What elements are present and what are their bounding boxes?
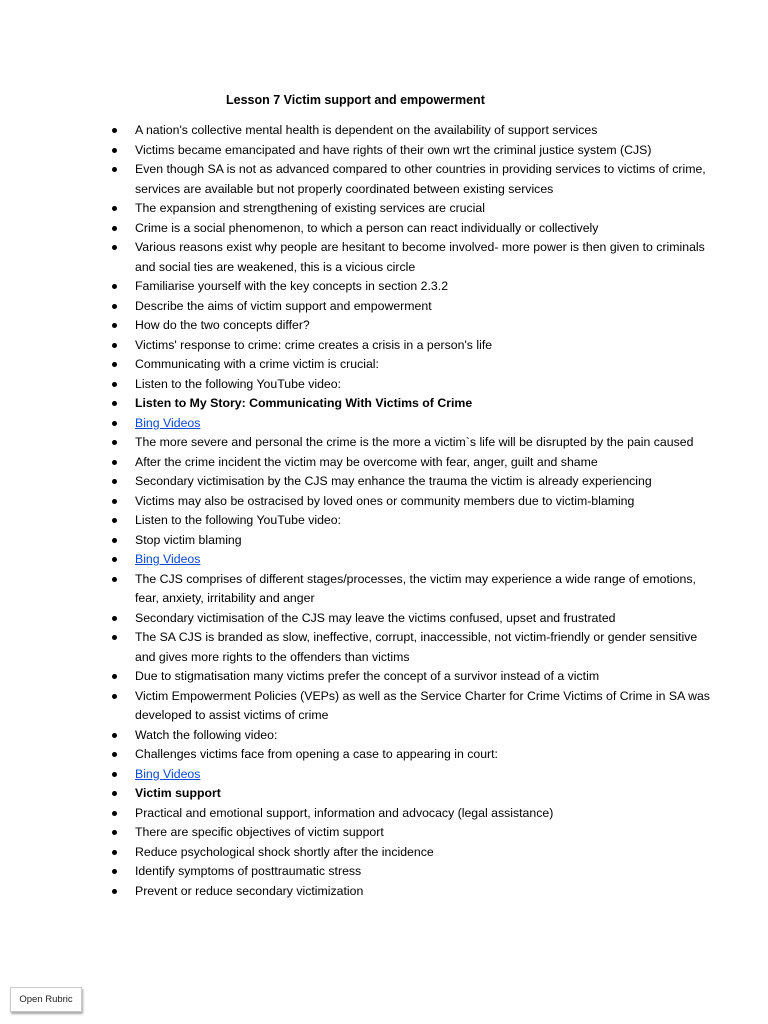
list-item-text: Watch the following video: <box>135 727 278 742</box>
list-item <box>112 472 712 492</box>
bullet-icon <box>112 616 117 621</box>
list-item <box>112 160 712 199</box>
bullet-icon <box>112 577 117 582</box>
bing-videos-link[interactable]: Bing Videos <box>135 766 201 781</box>
list-item-text: Listen to the following YouTube video: <box>135 376 342 391</box>
bullet-icon <box>112 479 117 484</box>
list-item-text: The SA CJS is branded as slow, ineffective, corrupt, inaccessible, not victim-friendly or gender sensitive and gives more rights to the offenders than victims <box>135 630 698 664</box>
bullet-icon <box>112 518 117 523</box>
list-item-text: Due to stigmatisation many victims prefer the concept of a survivor instead of a victim <box>135 669 600 683</box>
bing-videos-link[interactable]: Bing Videos <box>135 415 201 430</box>
list-item-text: How do the two concepts differ? <box>135 318 310 332</box>
open-rubric-button[interactable]: Open Rubric <box>10 987 82 1012</box>
list-item <box>112 862 712 882</box>
bullet-icon <box>112 869 117 874</box>
bullet-icon <box>112 635 117 640</box>
list-item-text: Crime is a social phenomenon, to which a person can react individually or collectively <box>135 220 599 235</box>
list-item <box>112 687 712 726</box>
bullet-icon <box>112 382 117 387</box>
page-title: Lesson 7 Victim support and empowerment <box>226 93 485 107</box>
list-item <box>112 745 712 765</box>
list-item-text: Prevent or reduce secondary victimization <box>135 883 364 898</box>
bullet-icon <box>112 674 117 679</box>
list-item-text: Victim Empowerment Policies (VEPs) as well as the Service Charter for Crime Victims of Crime in SA was developed to assist victims of crime <box>135 688 710 722</box>
bullet-icon <box>112 245 117 250</box>
list-item <box>112 219 712 239</box>
bullet-icon <box>112 772 117 777</box>
bullet-icon <box>112 167 117 172</box>
list-item <box>112 804 712 824</box>
list-item <box>112 336 712 356</box>
list-item <box>112 297 712 317</box>
bullet-icon <box>112 323 117 328</box>
list-item <box>112 628 712 667</box>
bullet-icon <box>112 226 117 231</box>
list-item-text: Victims became emancipated and have rights of their own wrt the criminal justice system (CJS) <box>135 142 652 157</box>
list-item <box>112 823 712 843</box>
list-item <box>112 433 712 453</box>
list-item-text: Secondary victimisation by the CJS may enhance the trauma the victim is already experiencing <box>135 474 652 488</box>
list-item-text: The CJS comprises of different stages/processes, the victim may experience a wide range of emotions, fear, anxiety, irritability and anger <box>135 571 696 605</box>
list-item-text: A nation's collective mental health is dependent on the availability of support services <box>135 123 598 137</box>
list-item <box>112 531 712 551</box>
list-item <box>112 141 712 161</box>
bullet-icon <box>112 284 117 289</box>
bullet-icon <box>112 304 117 309</box>
list-item <box>112 667 712 687</box>
bullet-icon <box>112 343 117 348</box>
list-item <box>112 199 712 219</box>
list-item-text: Familiarise yourself with the key concepts in section 2.3.2 <box>135 279 449 293</box>
bullet-icon <box>112 733 117 738</box>
bullet-icon <box>112 850 117 855</box>
list-item-text: The more severe and personal the crime is the more a victim`s life will be disrupted by the pain caused <box>135 435 694 449</box>
list-item-text: Listen to My Story: Communicating With Victims of Crime <box>135 396 473 410</box>
list-item-text: After the crime incident the victim may be overcome with fear, anger, guilt and shame <box>135 454 598 469</box>
bullet-list <box>112 121 712 901</box>
list-item <box>112 843 712 863</box>
list-item <box>112 784 712 804</box>
list-item <box>112 394 712 414</box>
list-item <box>112 511 712 531</box>
bullet-icon <box>112 791 117 796</box>
video-link-item <box>112 414 712 434</box>
list-item-text: Even though SA is not as advanced compared to other countries in providing services to victims of crime, services are available but not properly coordinated between existing services <box>135 162 706 196</box>
list-item-text: Victims' response to crime: crime creates a crisis in a person's life <box>135 337 493 352</box>
bullet-icon <box>112 148 117 153</box>
list-item <box>112 121 712 141</box>
list-item <box>112 375 712 395</box>
bullet-icon <box>112 401 117 406</box>
list-item-text: Describe the aims of victim support and empowerment <box>135 298 432 313</box>
list-item-text: Victims may also be ostracised by loved ones or community members due to victim-blaming <box>135 493 635 508</box>
bullet-icon <box>112 421 117 426</box>
list-item <box>112 609 712 629</box>
list-item-text: Reduce psychological shock shortly after the incidence <box>135 844 434 859</box>
list-item <box>112 277 712 297</box>
bullet-icon <box>112 128 117 133</box>
list-item-text: Communicating with a crime victim is crucial: <box>135 357 379 371</box>
bullet-icon <box>112 206 117 211</box>
bullet-icon <box>112 499 117 504</box>
list-item-text: The expansion and strengthening of existing services are crucial <box>135 201 485 215</box>
list-item <box>112 726 712 746</box>
bullet-icon <box>112 830 117 835</box>
bullet-icon <box>112 811 117 816</box>
bing-videos-link[interactable]: Bing Videos <box>135 552 201 566</box>
bullet-icon <box>112 557 117 562</box>
bullet-icon <box>112 694 117 699</box>
list-item <box>112 570 712 609</box>
list-item-text: Listen to the following YouTube video: <box>135 513 342 527</box>
list-item <box>112 238 712 277</box>
list-item <box>112 492 712 512</box>
bullet-icon <box>112 538 117 543</box>
list-item-text: There are specific objectives of victim support <box>135 825 384 839</box>
list-item-text: Practical and emotional support, information and advocacy (legal assistance) <box>135 805 554 820</box>
bullet-icon <box>112 889 117 894</box>
list-item-text: Identify symptoms of posttraumatic stress <box>135 864 362 878</box>
list-item-text: Victim support <box>135 786 221 800</box>
list-item-text: Secondary victimisation of the CJS may leave the victims confused, upset and frustrated <box>135 610 616 625</box>
bullet-icon <box>112 752 117 757</box>
list-item <box>112 882 712 902</box>
list-item <box>112 453 712 473</box>
video-link-item <box>112 550 712 570</box>
list-item-text: Stop victim blaming <box>135 532 242 547</box>
bullet-icon <box>112 440 117 445</box>
list-item-text: Various reasons exist why people are hesitant to become involved- more power is then given to criminals and social ties are weakened, this is a vicious circle <box>135 240 705 274</box>
video-link-item <box>112 765 712 785</box>
bullet-icon <box>112 460 117 465</box>
list-item <box>112 316 712 336</box>
list-item-text: Challenges victims face from opening a case to appearing in court: <box>135 747 498 761</box>
bullet-icon <box>112 362 117 367</box>
list-item <box>112 355 712 375</box>
